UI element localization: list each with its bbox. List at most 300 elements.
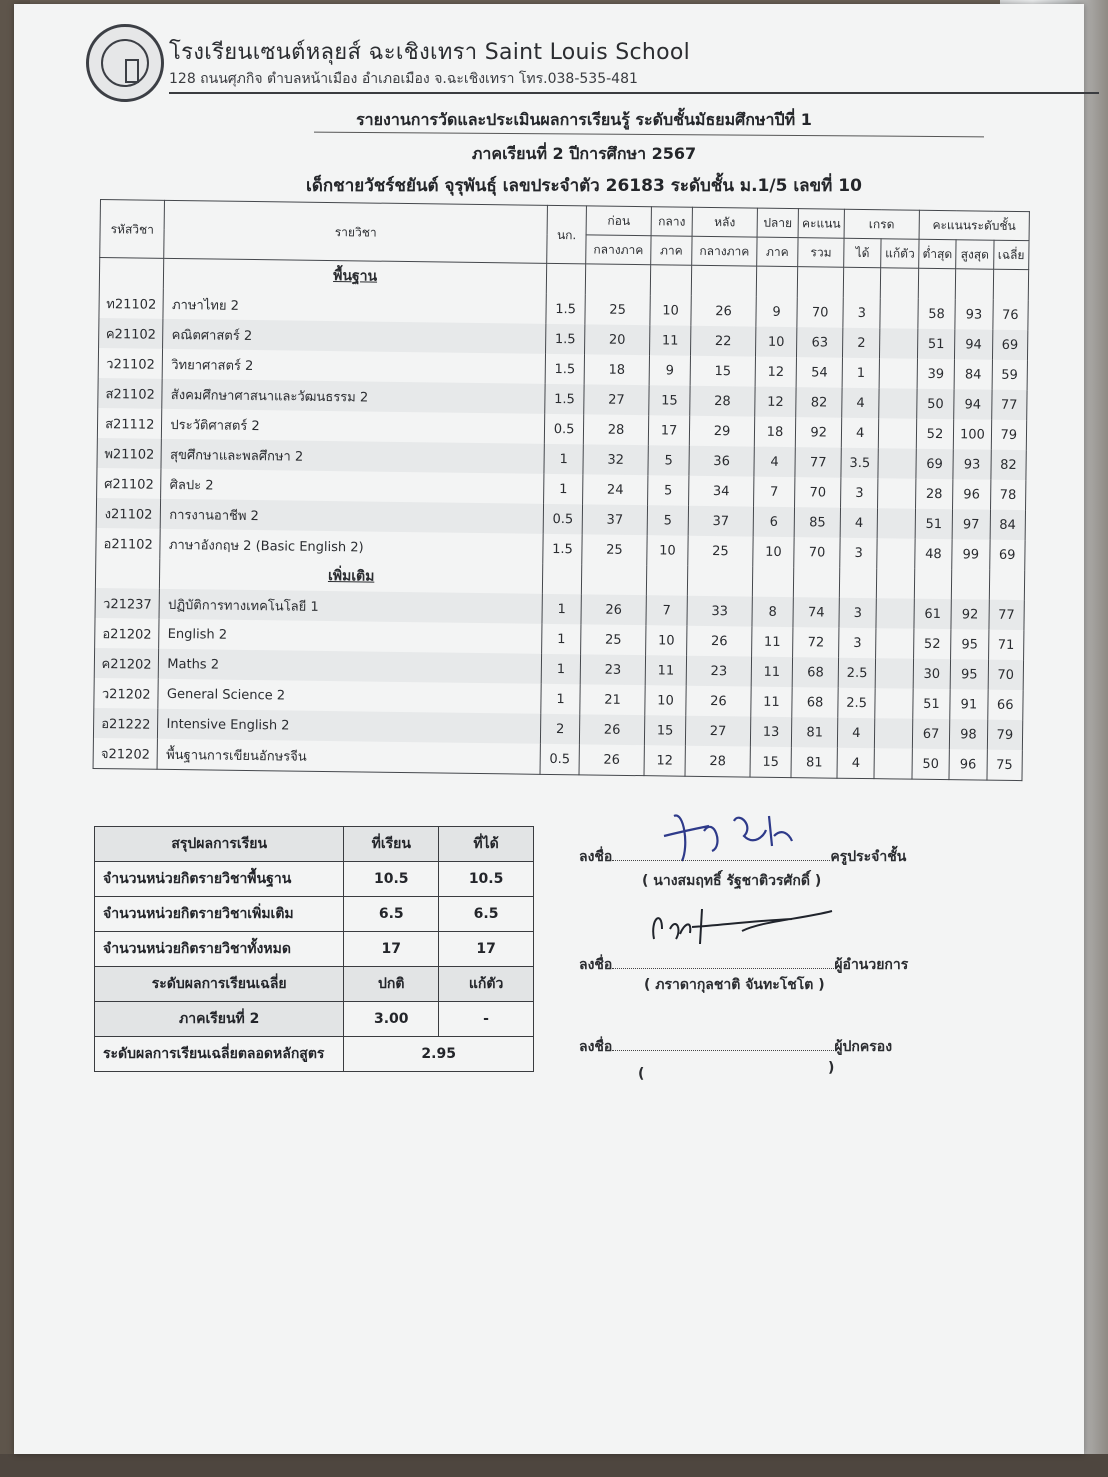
cell-max: 94 (954, 389, 992, 419)
col-grade: เกรด (844, 209, 919, 239)
director-name: ( ภราดากุลชาติ จันทะโชโต ) (644, 977, 825, 993)
cell-fix (877, 538, 915, 568)
cell-before: 26 (580, 714, 645, 745)
summary-basic-earned: 10.5 (439, 862, 534, 897)
empty-cell (881, 268, 919, 299)
summary-header: สรุปผลการเรียน (95, 827, 344, 862)
empty-cell (839, 568, 877, 598)
cell-min: 51 (917, 329, 955, 359)
col-final-bottom: ภาค (756, 237, 798, 267)
cell-before: 20 (585, 324, 650, 355)
cell-avg: 70 (988, 660, 1024, 690)
cell-avg: 77 (991, 390, 1027, 420)
cell-avg: 84 (990, 510, 1026, 540)
col-mid-bottom: ภาค (650, 236, 692, 266)
empty-cell (756, 266, 798, 297)
cell-mid: 9 (649, 355, 691, 386)
col-subject: รายวิชา (164, 200, 547, 263)
cell-mid: 11 (649, 325, 691, 356)
school-crest-icon (86, 24, 164, 102)
cell-credit: 1.5 (546, 294, 586, 325)
crest-inner-ring (101, 39, 149, 87)
col-code: รหัสวิชา (100, 200, 165, 259)
report-term: ภาคเรียนที่ 2 ปีการศึกษา 2567 (471, 144, 697, 163)
empty-cell (843, 267, 881, 298)
summary-total-label: จำนวนหน่วยกิตรายวิชาทั้งหมด (95, 932, 344, 967)
summary-row-basic (95, 862, 534, 897)
empty-cell (542, 564, 582, 595)
empty-cell (918, 268, 956, 299)
cell-mid: 10 (646, 535, 688, 566)
cell-before: 23 (581, 654, 646, 685)
cell-subject: Maths 2 (159, 649, 542, 684)
empty-cell (989, 570, 1025, 600)
empty-cell (586, 264, 651, 295)
cell-fix (879, 418, 917, 448)
cell-fix (875, 718, 913, 748)
cell-mid: 15 (648, 385, 690, 416)
cell-fix (878, 478, 916, 508)
col-before-top: ก่อน (586, 206, 651, 236)
cell-after: 26 (686, 686, 751, 717)
cell-avg: 79 (991, 420, 1027, 450)
cell-after: 34 (689, 476, 754, 507)
cell-subject: สังคมศึกษาศาสนาและวัฒนธรรม 2 (162, 379, 545, 414)
parent-sign-prefix: ลงชื่อ (579, 1039, 613, 1055)
cell-min: 30 (913, 659, 951, 689)
cell-total: 70 (794, 537, 840, 568)
cell-total: 77 (795, 447, 841, 478)
cell-avg: 82 (991, 450, 1027, 480)
cell-total: 63 (797, 327, 843, 358)
cell-max: 93 (955, 299, 993, 329)
cell-min: 50 (912, 749, 950, 780)
cell-after: 37 (688, 506, 753, 537)
col-level-max: สูงสุด (956, 240, 994, 269)
cell-subject: คณิตศาสตร์ 2 (163, 319, 546, 354)
summary-row-cumulative (95, 1037, 534, 1072)
cell-credit: 2 (540, 714, 580, 745)
cell-total: 82 (796, 387, 842, 418)
cell-credit: 1 (541, 654, 581, 685)
cell-code: ท21102 (99, 288, 164, 319)
empty-cell (952, 569, 990, 599)
cell-total: 81 (791, 747, 837, 778)
empty-cell (794, 567, 840, 598)
cell-max: 96 (949, 749, 987, 780)
parent-sign-line (579, 1036, 892, 1058)
cell-before: 25 (582, 534, 647, 565)
cell-before: 26 (579, 744, 644, 775)
cell-code: อ21202 (95, 618, 160, 649)
col-level-avg: เฉลี่ย (993, 240, 1029, 269)
empty-cell (955, 269, 993, 300)
cell-before: 25 (585, 294, 650, 325)
teacher-dotted-line (612, 848, 830, 861)
cell-mid: 17 (648, 415, 690, 446)
empty-cell (546, 263, 586, 294)
cell-grade: 1 (842, 358, 880, 388)
summary-col-earned: ที่ได้ (439, 827, 534, 862)
col-credit: นก. (547, 205, 587, 264)
cell-min: 28 (915, 479, 953, 509)
director-dotted-line (612, 956, 834, 969)
cell-max: 84 (954, 359, 992, 389)
cell-final: 11 (750, 687, 792, 718)
cell-subject: พื้นฐานการเขียนอักษรจีน (157, 739, 540, 775)
cell-credit: 1 (543, 474, 583, 505)
cell-min: 52 (913, 629, 951, 659)
cell-final: 10 (752, 537, 794, 568)
teacher-sign-line (579, 846, 906, 868)
cell-mid: 10 (650, 295, 692, 326)
cell-total: 70 (797, 297, 843, 328)
cell-subject: ศิลปะ 2 (161, 469, 544, 504)
cell-avg: 78 (990, 480, 1026, 510)
col-final-top: ปลาย (757, 208, 799, 238)
summary-row-extra (95, 897, 534, 932)
cell-after: 27 (686, 716, 751, 747)
parent-dotted-line (612, 1038, 834, 1051)
cell-code: ค21202 (94, 648, 159, 679)
cell-max: 97 (952, 509, 990, 539)
cell-avg: 77 (989, 600, 1025, 630)
director-signature-scrawl (632, 899, 842, 954)
parent-name-open: ( (638, 1066, 645, 1082)
cell-total: 81 (792, 717, 838, 748)
cell-grade: 3.5 (841, 448, 879, 478)
cell-max: 100 (954, 419, 992, 449)
cell-credit: 0.5 (543, 504, 583, 535)
report-sheet (14, 4, 1084, 1454)
crest-shield-icon (125, 59, 139, 83)
cell-min: 50 (917, 389, 955, 419)
cell-code: ว21237 (95, 588, 160, 619)
cell-credit: 1 (542, 594, 582, 625)
cell-mid: 5 (648, 445, 690, 476)
summary-gpa-normal: 3.00 (344, 1002, 439, 1037)
cell-total: 72 (793, 627, 839, 658)
cell-final: 13 (750, 717, 792, 748)
cell-code: จ21202 (93, 738, 158, 769)
empty-cell (993, 269, 1029, 300)
summary-cum-value: 2.95 (344, 1037, 534, 1072)
cell-min: 67 (912, 719, 950, 749)
cell-final: 7 (753, 477, 795, 508)
cell-credit: 1.5 (545, 354, 585, 385)
empty-cell (99, 258, 164, 289)
cell-after: 29 (690, 416, 755, 447)
cell-total: 68 (792, 657, 838, 688)
header-divider (169, 92, 1099, 94)
school-address: 128 ถนนศุภกิจ ตำบลหน้าเมือง อำเภอเมือง จ.ฉะเชิงเทรา โทร.038-535-481 (169, 71, 638, 87)
cell-subject: ปฏิบัติการทางเทคโนโลยี 1 (159, 589, 542, 624)
cell-after: 25 (688, 536, 753, 567)
grades-body (93, 258, 1029, 781)
cell-avg: 69 (992, 330, 1028, 360)
section-extra-title: เพิ่มเติม (160, 559, 543, 594)
col-level: คะแนนระดับชั้น (919, 210, 1030, 240)
cell-before: 25 (581, 624, 646, 655)
cell-fix (878, 448, 916, 478)
cell-after: 28 (685, 746, 750, 777)
cell-fix (879, 388, 917, 418)
cell-fix (876, 658, 914, 688)
cell-before: 32 (583, 444, 648, 475)
school-name: โรงเรียนเซนต์หลุยส์ ฉะเชิงเทรา Saint Louis School (169, 40, 691, 65)
cell-after: 26 (687, 626, 752, 657)
cell-grade: 3 (843, 298, 881, 328)
cell-avg: 71 (988, 630, 1024, 660)
teacher-name: ( นางสมฤทธิ์ รัฐชาติวรศักดิ์ ) (642, 873, 822, 889)
cell-min: 69 (916, 449, 954, 479)
summary-row-total (95, 932, 534, 967)
summary-row-gpa-head (95, 967, 534, 1002)
cell-avg: 66 (987, 690, 1023, 720)
empty-cell (914, 569, 952, 599)
cell-code: ว21202 (94, 678, 159, 709)
cell-after: 23 (686, 656, 751, 687)
cell-final: 12 (754, 387, 796, 418)
cell-grade: 2.5 (838, 658, 876, 688)
cell-max: 95 (950, 659, 988, 689)
cell-credit: 0.5 (544, 414, 584, 445)
col-total-top: คะแนน (798, 209, 844, 239)
col-total-bottom: รวม (798, 238, 844, 268)
cell-mid: 11 (645, 655, 687, 686)
cell-code: อ21102 (96, 528, 161, 559)
summary-gpa-fix: - (439, 1002, 534, 1037)
cell-after: 22 (691, 326, 756, 357)
cell-max: 94 (955, 329, 993, 359)
cell-min: 52 (916, 419, 954, 449)
cell-code: ส21102 (98, 378, 163, 409)
cell-subject: ภาษาไทย 2 (163, 289, 546, 324)
empty-cell (95, 558, 160, 589)
cell-avg: 75 (987, 750, 1023, 781)
cell-total: 85 (794, 507, 840, 538)
empty-cell (646, 565, 688, 596)
grades-table (93, 199, 1030, 781)
empty-cell (877, 568, 915, 598)
empty-cell (582, 564, 647, 595)
cell-code: ค21102 (99, 318, 164, 349)
cell-fix (880, 328, 918, 358)
cell-grade: 3 (839, 628, 877, 658)
cell-avg: 59 (992, 360, 1028, 390)
cell-final: 9 (756, 297, 798, 328)
cell-total: 70 (795, 477, 841, 508)
cell-code: ว21102 (98, 348, 163, 379)
cell-avg: 79 (987, 720, 1023, 750)
cell-final: 8 (752, 597, 794, 628)
cell-mid: 10 (645, 685, 687, 716)
cell-before: 24 (583, 474, 648, 505)
summary-col-enrolled: ที่เรียน (344, 827, 439, 862)
cell-after: 15 (690, 356, 755, 387)
cell-min: 58 (918, 299, 956, 329)
summary-gpa-fix-label: แก้ตัว (439, 967, 534, 1002)
cell-avg: 76 (992, 300, 1028, 330)
cell-fix (879, 358, 917, 388)
cell-code: ส21112 (97, 408, 162, 439)
cell-final: 12 (755, 357, 797, 388)
cell-subject: วิทยาศาสตร์ 2 (163, 349, 546, 384)
cell-mid: 12 (644, 745, 686, 776)
cell-max: 95 (951, 629, 989, 659)
cell-grade: 3 (840, 538, 878, 568)
cell-subject: สุขศึกษาและพลศึกษา 2 (161, 439, 544, 474)
parent-name-close: ) (828, 1060, 835, 1076)
empty-cell (688, 566, 753, 597)
summary-extra-label: จำนวนหน่วยกิตรายวิชาเพิ่มเติม (95, 897, 344, 932)
cell-max: 93 (953, 449, 991, 479)
cell-min: 48 (915, 539, 953, 569)
cell-fix (875, 688, 913, 718)
cell-credit: 1.5 (543, 534, 583, 565)
summary-extra-enrolled: 6.5 (344, 897, 439, 932)
cell-before: 28 (584, 414, 649, 445)
cell-code: อ21222 (93, 708, 158, 739)
cell-final: 15 (750, 747, 792, 778)
summary-table (94, 826, 534, 1072)
cell-grade: 2.5 (838, 688, 876, 718)
cell-total: 54 (796, 357, 842, 388)
cell-mid: 15 (644, 715, 686, 746)
cell-max: 99 (952, 539, 990, 569)
cell-grade: 3 (841, 478, 879, 508)
cell-max: 96 (953, 479, 991, 509)
cell-final: 18 (754, 417, 796, 448)
cell-min: 51 (915, 509, 953, 539)
cell-credit: 0.5 (540, 744, 580, 775)
cell-credit: 1.5 (545, 384, 585, 415)
cell-final: 11 (751, 657, 793, 688)
cell-final: 6 (753, 507, 795, 538)
summary-total-enrolled: 17 (344, 932, 439, 967)
cell-grade: 4 (841, 418, 879, 448)
cell-final: 4 (754, 447, 796, 478)
cell-final: 11 (751, 627, 793, 658)
empty-cell (752, 567, 794, 598)
teacher-sign-prefix: ลงชื่อ (579, 849, 613, 865)
col-after-bottom: กลางภาค (692, 236, 757, 266)
cell-before: 21 (580, 684, 645, 715)
cell-subject: English 2 (159, 619, 542, 654)
cell-subject: การงานอาชีพ 2 (161, 499, 544, 534)
cell-after: 26 (691, 296, 756, 327)
summary-cum-label: ระดับผลการเรียนเฉลี่ยตลอดหลักสูตร (95, 1037, 344, 1072)
cell-code: ศ21102 (97, 468, 162, 499)
col-level-min: ต่ำสุด (918, 239, 956, 268)
cell-subject: ประวัติศาสตร์ 2 (162, 409, 545, 444)
summary-header-row (95, 827, 534, 862)
cell-before: 27 (584, 384, 649, 415)
cell-grade: 4 (837, 718, 875, 748)
cell-credit: 1.5 (545, 324, 585, 355)
teacher-role: ครูประจำชั้น (830, 849, 907, 865)
cell-min: 51 (913, 689, 951, 719)
cell-max: 98 (950, 719, 988, 749)
cell-code: ง21102 (96, 498, 161, 529)
cell-avg: 69 (989, 540, 1025, 570)
section-basic-title: พื้นฐาน (164, 258, 547, 294)
cell-total: 68 (792, 687, 838, 718)
cell-credit: 1 (544, 444, 584, 475)
cell-grade: 2 (842, 328, 880, 358)
cell-after: 28 (690, 386, 755, 417)
director-sign-prefix: ลงชื่อ (579, 957, 613, 973)
cell-grade: 4 (837, 748, 875, 779)
cell-grade: 4 (840, 508, 878, 538)
empty-cell (650, 265, 692, 296)
director-role: ผู้อำนวยการ (834, 957, 909, 973)
cell-min: 61 (914, 599, 952, 629)
cell-mid: 7 (646, 595, 688, 626)
cell-fix (880, 298, 918, 328)
cell-code: พ21102 (97, 438, 162, 469)
cell-min: 39 (917, 359, 955, 389)
summary-row-gpa-values (95, 1002, 534, 1037)
cell-max: 92 (951, 599, 989, 629)
director-sign-line (579, 954, 908, 976)
cell-fix (874, 748, 912, 779)
cell-subject: ภาษาอังกฤษ 2 (Basic English 2) (160, 529, 543, 564)
cell-grade: 3 (839, 598, 877, 628)
cell-max: 91 (950, 689, 988, 719)
cell-before: 37 (582, 504, 647, 535)
cell-before: 26 (581, 594, 646, 625)
cell-fix (876, 628, 914, 658)
report-title: รายงานการวัดและประเมินผลการเรียนรู้ ระดับชั้นมัธยมศึกษาปีที่ 1 (356, 110, 812, 129)
summary-basic-enrolled: 10.5 (344, 862, 439, 897)
cell-mid: 10 (645, 625, 687, 656)
col-before-bottom: กลางภาค (586, 235, 651, 265)
empty-cell (798, 267, 844, 298)
header-row-1 (100, 200, 1029, 241)
cell-subject: Intensive English 2 (158, 709, 541, 744)
cell-before: 18 (584, 354, 649, 385)
empty-cell (692, 265, 757, 296)
student-info: เด็กชายวัชร์ชยันต์ จุรุพันธุ์ เลขประจำตัว 26183 ระดับชั้น ม.1/5 เลขที่ 10 (306, 176, 862, 196)
binder-bottom (0, 1454, 1108, 1477)
summary-total-earned: 17 (439, 932, 534, 967)
cell-after: 33 (687, 596, 752, 627)
cell-total: 74 (793, 597, 839, 628)
cell-after: 36 (689, 446, 754, 477)
cell-subject: General Science 2 (158, 679, 541, 714)
parent-role: ผู้ปกครอง (834, 1039, 893, 1055)
col-grade-fix: แก้ตัว (881, 239, 919, 268)
cell-total: 92 (796, 417, 842, 448)
summary-gpa-label-1: ระดับผลการเรียนเฉลี่ย (95, 967, 344, 1002)
cell-final: 10 (755, 327, 797, 358)
col-mid-top: กลาง (651, 207, 693, 237)
summary-extra-earned: 6.5 (439, 897, 534, 932)
cell-credit: 1 (541, 684, 581, 715)
col-grade-got: ได้ (844, 238, 882, 267)
cell-grade: 4 (842, 388, 880, 418)
cell-mid: 5 (647, 475, 689, 506)
summary-gpa-label-2: ภาคเรียนที่ 2 (95, 1002, 344, 1037)
summary-gpa-normal-label: ปกติ (344, 967, 439, 1002)
cell-credit: 1 (541, 624, 581, 655)
cell-mid: 5 (647, 505, 689, 536)
summary-basic-label: จำนวนหน่วยกิตรายวิชาพื้นฐาน (95, 862, 344, 897)
cell-fix (876, 598, 914, 628)
cell-fix (878, 508, 916, 538)
col-after-top: หลัง (692, 207, 757, 237)
